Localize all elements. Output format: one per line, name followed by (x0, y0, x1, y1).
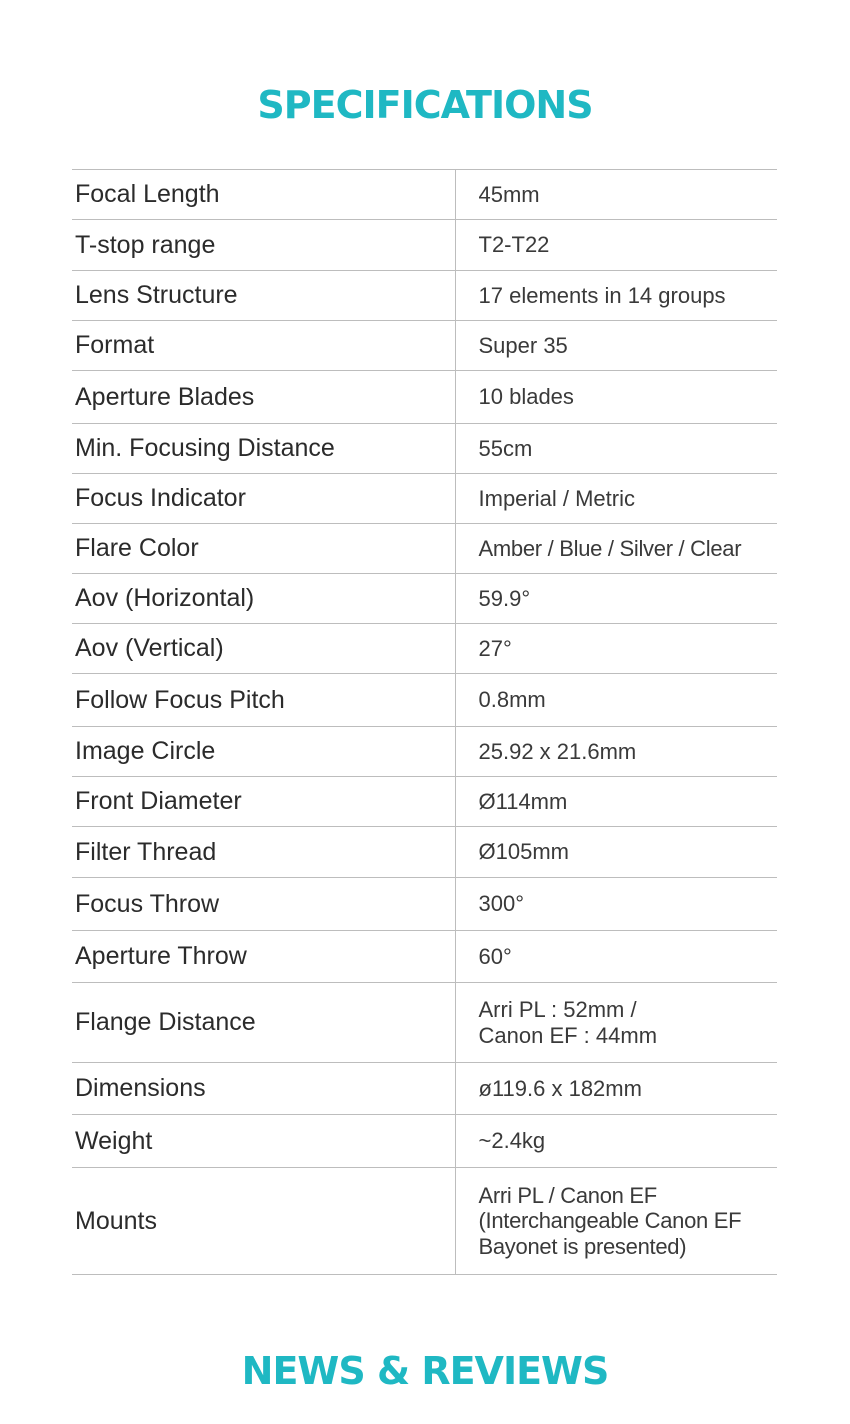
spec-label: Mounts (72, 1168, 455, 1275)
spec-label: Focal Length (72, 170, 455, 220)
spec-row-weight (72, 1115, 777, 1168)
spec-label: Min. Focusing Distance (72, 424, 455, 474)
spec-label: Aperture Blades (72, 371, 455, 424)
spec-label: Image Circle (72, 727, 455, 777)
spec-label: Weight (72, 1115, 455, 1168)
spec-value: 45mm (478, 181, 540, 207)
spec-value: Ø105mm (478, 839, 569, 865)
spec-value: 17 elements in 14 groups (478, 282, 726, 308)
spec-label: Format (72, 321, 455, 371)
spec-row-focal-length (72, 170, 777, 220)
spec-label: T-stop range (72, 220, 455, 271)
spec-value: 60° (478, 943, 512, 969)
spec-row-follow-focus-pitch (72, 674, 777, 727)
spec-row-aperture-throw (72, 931, 777, 983)
spec-label: Aov (Horizontal) (72, 574, 455, 624)
spec-value: T2-T22 (478, 232, 550, 258)
spec-row-aperture-blades (72, 371, 777, 424)
spec-row-t-stop-range (72, 220, 777, 271)
spec-label: Aperture Throw (72, 931, 455, 983)
spec-row-dimensions (72, 1063, 777, 1115)
spec-label: Front Diameter (72, 777, 455, 827)
spec-value: 25.92 x 21.6mm (478, 738, 637, 764)
spec-row-front-diameter (72, 777, 777, 827)
spec-value: 59.9° (478, 585, 531, 611)
spec-label: Flange Distance (72, 983, 455, 1063)
spec-value: 0.8mm (478, 687, 546, 713)
spec-value: Arri PL : 52mm / Canon EF : 44mm (478, 997, 658, 1048)
spec-value: 10 blades (478, 384, 574, 410)
spec-value: Arri PL / Canon EF (Interchangeable Canon EF Bayonet is presented) (478, 1183, 742, 1259)
specifications-title: SPECIFICATIONS (257, 83, 593, 127)
spec-row-min-focusing-distance (72, 424, 777, 474)
spec-label: Dimensions (72, 1063, 455, 1115)
spec-label: Focus Throw (72, 878, 455, 931)
news-reviews-title: NEWS & REVIEWS (241, 1349, 609, 1393)
spec-value: ~2.4kg (478, 1128, 546, 1154)
spec-row-aov-vertical (72, 624, 777, 674)
spec-value: Super 35 (478, 332, 568, 358)
spec-row-flare-color (72, 524, 777, 574)
specifications-table (72, 169, 777, 1275)
spec-label: Flare Color (72, 524, 455, 574)
spec-value: 55cm (478, 435, 533, 461)
spec-value: Ø114mm (478, 788, 568, 814)
spec-label: Lens Structure (72, 271, 455, 321)
spec-row-flange-distance (72, 983, 777, 1063)
spec-row-filter-thread (72, 827, 777, 878)
spec-value: Amber / Blue / Silver / Clear (478, 535, 742, 561)
spec-row-image-circle (72, 727, 777, 777)
spec-value: 300° (478, 891, 525, 917)
spec-row-mounts (72, 1168, 777, 1275)
spec-label: Focus Indicator (72, 474, 455, 524)
spec-label: Filter Thread (72, 827, 455, 878)
spec-row-focus-throw (72, 878, 777, 931)
spec-row-format (72, 321, 777, 371)
spec-value: ø119.6 x 182mm (478, 1075, 642, 1101)
spec-row-aov-horizontal (72, 574, 777, 624)
spec-row-focus-indicator (72, 474, 777, 524)
spec-label: Follow Focus Pitch (72, 674, 455, 727)
spec-label: Aov (Vertical) (72, 624, 455, 674)
spec-value: 27° (478, 635, 512, 661)
spec-value: Imperial / Metric (478, 485, 635, 511)
spec-row-lens-structure (72, 271, 777, 321)
